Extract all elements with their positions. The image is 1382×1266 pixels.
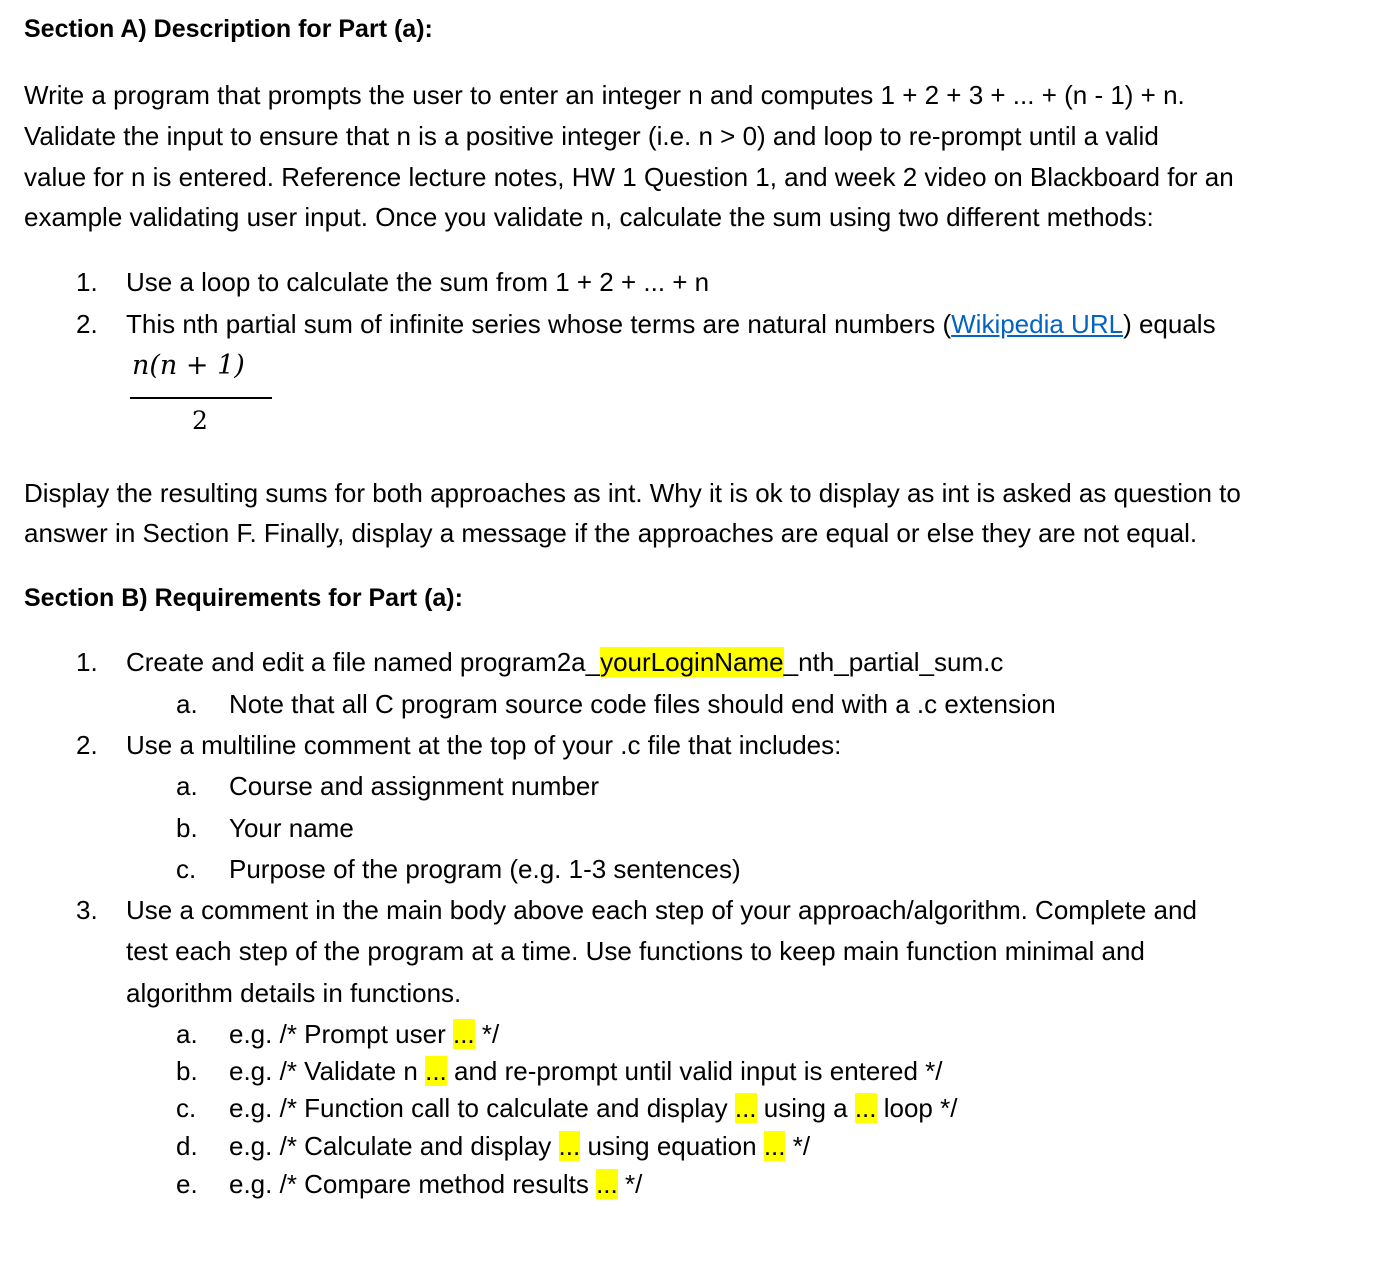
formula-numerator: n(n + 1)	[132, 350, 245, 381]
requirement-sub-text: Purpose of the program (e.g. 1-3 sentences)	[229, 854, 741, 884]
requirement-sub-text: Your name	[229, 813, 354, 843]
example-letter: e.	[176, 1169, 198, 1199]
section-a-heading: Section A) Description for Part (a):	[24, 15, 433, 43]
requirement-sub-letter: a.	[176, 771, 198, 801]
section-a-paragraph-line: value for n is entered. Reference lecture notes, HW 1 Question 1, and week 2 video on Blackboard for an	[24, 162, 1234, 192]
login-name-highlight: yourLoginName	[600, 647, 784, 677]
method-number: 2.	[76, 309, 98, 339]
requirement-sub-text: Course and assignment number	[229, 771, 599, 801]
section-a-paragraph-line: example validating user input. Once you validate n, calculate the sum using two different methods:	[24, 202, 1154, 232]
requirement-step-line: Use a comment in the main body above each step of your approach/algorithm. Complete and	[126, 895, 1197, 925]
display-paragraph-line: answer in Section F. Finally, display a message if the approaches are equal or else they are not equal.	[24, 518, 1198, 548]
display-paragraph-line: Display the resulting sums for both approaches as int. Why it is ok to display as int is asked as question to	[24, 478, 1241, 508]
example-letter: b.	[176, 1056, 198, 1086]
requirement-step-line: test each step of the program at a time. Use functions to keep main function minimal and	[126, 936, 1145, 966]
requirement-comment-text: Use a multiline comment at the top of your .c file that includes:	[126, 730, 842, 760]
requirement-sub-letter: b.	[176, 813, 198, 843]
formula-denominator: 2	[192, 406, 208, 435]
example-comment: e.g. /* Compare method results ... */	[229, 1169, 643, 1199]
section-a-paragraph-line: Write a program that prompts the user to enter an integer n and computes 1 + 2 + 3 + ... + (n - 1) + n.	[24, 80, 1185, 110]
requirement-number: 2.	[76, 730, 98, 760]
example-letter: a.	[176, 1019, 198, 1049]
requirement-sub-text: Note that all C program source code files should end with a .c extension	[229, 689, 1056, 719]
example-comment: e.g. /* Calculate and display ... using equation ... */	[229, 1131, 811, 1161]
formula-fraction-bar	[130, 397, 272, 399]
requirement-step-line: algorithm details in functions.	[126, 978, 462, 1008]
example-comment: e.g. /* Validate n ... and re-prompt until valid input is entered */	[229, 1056, 943, 1086]
requirement-number: 3.	[76, 895, 98, 925]
requirement-number: 1.	[76, 647, 98, 677]
requirement-filename: Create and edit a file named program2a_yourLoginName_nth_partial_sum.c	[126, 647, 1004, 677]
example-comment: e.g. /* Function call to calculate and display ... using a ... loop */	[229, 1093, 958, 1123]
requirement-sub-letter: a.	[176, 689, 198, 719]
section-b-heading: Section B) Requirements for Part (a):	[24, 584, 463, 612]
example-letter: c.	[176, 1093, 197, 1123]
method-loop-text: Use a loop to calculate the sum from 1 + 2 + ... + n	[126, 267, 710, 297]
requirement-sub-letter: c.	[176, 854, 197, 884]
section-a-paragraph-line: Validate the input to ensure that n is a positive integer (i.e. n > 0) and loop to re-prompt until a valid	[24, 121, 1159, 151]
example-comment: e.g. /* Prompt user ... */	[229, 1019, 500, 1049]
method-number: 1.	[76, 267, 98, 297]
method-formula-text: This nth partial sum of infinite series whose terms are natural numbers (Wikipedia URL) equals	[126, 309, 1216, 339]
wikipedia-link[interactable]: Wikipedia URL	[951, 309, 1124, 339]
example-letter: d.	[176, 1131, 198, 1161]
